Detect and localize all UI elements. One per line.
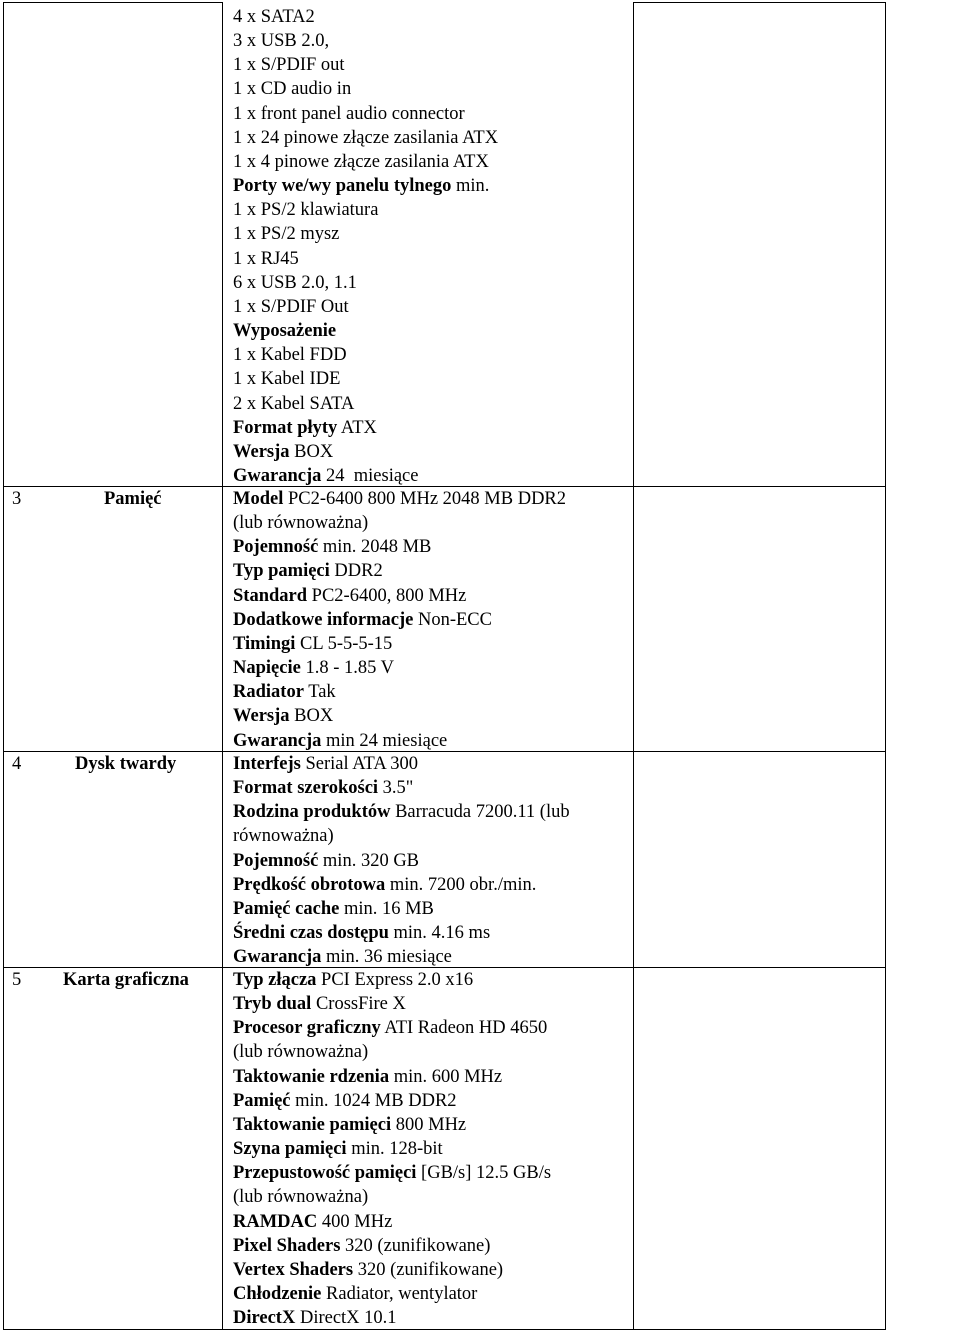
spec-line [233,1040,551,1064]
spec-line [233,921,570,945]
spec-label: Standard [233,585,308,606]
spec-label: Gwarancja [233,465,322,486]
spec-value: ATI Radeon HD 4650 [380,1018,548,1039]
spec-line [233,849,570,873]
spec-value: min. 16 MB [339,898,434,919]
spec-line [233,800,570,824]
table-top-border-left [3,2,222,3]
row-number: 5 [12,970,22,990]
spec-value: Serial ATA 300 [300,754,419,774]
spec-value: [GB/s] 12.5 GB/s [416,1163,552,1184]
spec-line [233,5,498,29]
spec-line [233,464,498,488]
spec-line [233,824,570,848]
spec-line [233,1258,551,1282]
spec-label: Szyna pamięci [233,1139,347,1160]
spec-label: Dodatkowe informacje [233,609,414,630]
spec-label: DirectX [233,1308,296,1329]
spec-line [233,1089,551,1113]
spec-line [233,295,498,319]
spec-label: Taktowanie rdzenia [233,1066,390,1087]
spec-line [233,584,566,608]
spec-line [233,174,498,198]
spec-label: Taktowanie pamięci [233,1114,392,1135]
spec-value: równoważna) [233,826,334,847]
spec-line [233,126,498,150]
spec-value: DirectX 10.1 [295,1308,397,1329]
spec-line [233,968,551,992]
spec-line [233,1137,551,1161]
spec-label: Tryb dual [233,994,312,1015]
spec-label: Średni czas dostępu [233,923,389,944]
spec-line [233,1282,551,1306]
spec-value: 1 x Kabel IDE [233,369,341,390]
spec-label: Pamięć [233,1090,291,1111]
column-divider-number-name [222,2,223,1330]
spec-line [233,247,498,271]
table-top-border-right [633,2,885,3]
spec-value: min. [451,176,490,197]
spec-value: 2 x Kabel SATA [233,393,355,414]
spec-value: BOX [289,441,334,462]
component-name: Karta graficzna [63,970,189,990]
spec-line [233,222,498,246]
spec-value: CrossFire X [311,994,406,1015]
spec-label: Wyposażenie [233,321,337,342]
spec-label: Rodzina produktów [233,802,391,823]
spec-value: 320 (zunifikowane) [340,1235,491,1256]
spec-label: Typ złącza [233,970,317,990]
spec-value: 320 (zunifikowane) [353,1259,504,1280]
spec-label: Timingi [233,633,296,654]
spec-value: 24 miesiące [321,465,419,486]
spec-value: 1 x 4 pinowe złącze zasilania ATX [233,151,489,172]
spec-value: (lub równoważna) [233,1187,369,1208]
spec-label: Format płyty [233,417,338,438]
spec-cell-continuation [233,5,498,488]
spec-value: 1 x front panel audio connector [233,103,465,124]
spec-label: Chłodzenie [233,1284,322,1305]
spec-label: Vertex Shaders [233,1259,354,1280]
spec-value: min. 36 miesiące [321,947,452,968]
spec-line [233,873,570,897]
spec-value: 1 x 24 pinowe złącze zasilania ATX [233,127,499,148]
spec-label: Wersja [233,706,290,727]
row-number: 3 [12,489,22,509]
spec-value: DDR2 [329,561,383,582]
spec-label: Radiator [233,682,304,703]
spec-value: PC2-6400 800 MHz 2048 MB DDR2 [283,489,567,509]
spec-label: Pojemność [233,537,319,558]
spec-value: min. 320 GB [318,850,420,871]
spec-line [233,343,498,367]
spec-value: Radiator, wentylator [321,1284,478,1305]
spec-value: 1 x S/PDIF out [233,55,345,76]
spec-line [233,1185,551,1209]
spec-label: Prędkość obrotowa [233,874,386,895]
spec-value: PC2-6400, 800 MHz [307,585,467,606]
spec-line [233,319,498,343]
spec-line [233,535,566,559]
spec-line [233,680,566,704]
spec-value: Barracuda 7200.11 (lub [390,802,570,823]
spec-line [233,53,498,77]
spec-line [233,271,498,295]
spec-value: 1 x S/PDIF Out [233,296,349,317]
spec-label: Przepustowość pamięci [233,1163,417,1184]
spec-value: Non-ECC [413,609,492,630]
spec-line [233,1234,551,1258]
spec-line [233,416,498,440]
spec-label: Pamięć cache [233,898,340,919]
spec-value: min. 2048 MB [318,537,432,558]
column-divider-spec [633,2,634,1330]
spec-label: Model [233,489,284,509]
spec-line [233,1113,551,1137]
spec-line [233,632,566,656]
spec-line [233,1016,551,1040]
spec-value: 800 MHz [391,1114,467,1135]
spec-value: min. 4.16 ms [388,923,491,944]
spec-line [233,440,498,464]
spec-cell [233,968,551,1330]
spec-value: min. 600 MHz [389,1066,503,1087]
spec-value: 1 x PS/2 klawiatura [233,200,379,221]
spec-cell [233,487,566,753]
spec-value: 1 x RJ45 [233,248,299,269]
spec-label: Format szerokości [233,778,379,799]
spec-line [233,1306,551,1330]
spec-value: 1 x Kabel FDD [233,345,347,366]
spec-value: min 24 miesiące [321,730,448,751]
spec-label: Pixel Shaders [233,1235,341,1256]
spec-value: PCI Express 2.0 x16 [316,970,474,990]
spec-label: Gwarancja [233,947,322,968]
row-number: 4 [12,754,22,774]
spec-value: 1.8 - 1.85 V [300,658,394,679]
spec-value: min. 7200 obr./min. [385,874,537,895]
spec-label: Typ pamięci [233,561,330,582]
spec-label: Wersja [233,441,290,462]
spec-line [233,29,498,53]
spec-value: 6 x USB 2.0, 1.1 [233,272,357,293]
spec-line [233,77,498,101]
spec-label: Porty we/wy panelu tylnego [233,176,452,197]
spec-line [233,198,498,222]
spec-line [233,487,566,511]
table-right-border [885,2,886,1330]
spec-label: Procesor graficzny [233,1018,381,1039]
spec-value: 1 x CD audio in [233,79,352,100]
spec-cell [233,752,570,969]
spec-value: min. 1024 MB DDR2 [290,1090,457,1111]
spec-value: 400 MHz [317,1211,393,1232]
spec-line [233,367,498,391]
spec-line [233,608,566,632]
spec-value: CL 5-5-5-15 [295,633,393,654]
spec-line [233,992,551,1016]
component-name: Pamięć [104,489,162,509]
spec-value: 3 x USB 2.0, [233,31,330,52]
spec-line [233,656,566,680]
spec-value: ATX [337,417,377,438]
spec-line [233,729,566,753]
spec-value: (lub równoważna) [233,513,369,534]
spec-line [233,559,566,583]
spec-line [233,704,566,728]
spec-line [233,897,570,921]
component-name: Dysk twardy [75,754,177,774]
spec-line [233,1065,551,1089]
spec-line [233,392,498,416]
spec-line [233,1161,551,1185]
spec-label: RAMDAC [233,1211,318,1232]
spec-label: Pojemność [233,850,319,871]
spec-label: Interfejs [233,754,301,774]
spec-line [233,945,570,969]
spec-line [233,511,566,535]
spec-value: (lub równoważna) [233,1042,369,1063]
spec-value: 1 x PS/2 mysz [233,224,340,245]
spec-line [233,150,498,174]
spec-line [233,102,498,126]
spec-line [233,752,570,776]
spec-value: BOX [289,706,334,727]
spec-label: Gwarancja [233,730,322,751]
spec-value: 4 x SATA2 [233,7,315,27]
spec-label: Napięcie [233,658,301,679]
spec-value: min. 128-bit [346,1139,443,1160]
spec-value: Tak [303,682,336,703]
table-left-border [3,2,4,1330]
spec-value: 3.5" [378,778,414,799]
spec-line [233,1210,551,1234]
spec-line [233,776,570,800]
